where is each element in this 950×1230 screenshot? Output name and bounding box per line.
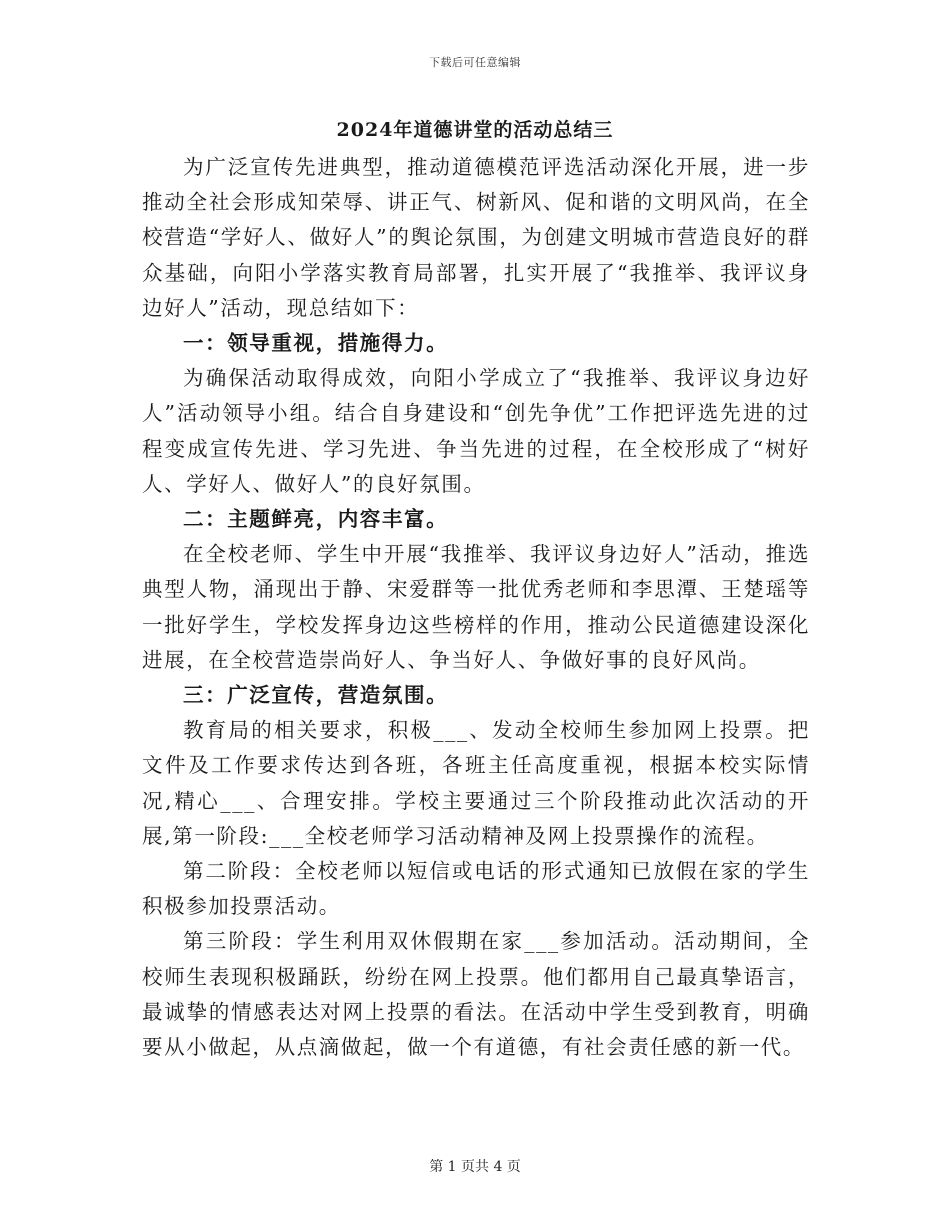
paragraph-section-1: 为确保活动取得成效，向阳小学成立了“我推举、我评议身边好人”活动领导小组。结合自身建设和“创先争优”工作把评选先进的过程变成宣传先进、学习先进、争当先进的过程，在全校形成了“树好人、学好人、做好人”的良好氛围。 [142, 366, 810, 496]
section-heading-1: 一：领导重视，措施得力。 [183, 331, 449, 356]
section-heading-3: 三：广泛宣传，营造氛围。 [183, 683, 449, 708]
header-note: 下载后可任意编辑 [429, 56, 521, 69]
paragraph-section-3: 教育局的相关要求，积极___、发动全校师生参加网上投票。把文件及工作要求传达到各班，各班主任高度重视，根据本校实际情况,精心___、合理安排。学校主要通过三个阶段推动此次活动的开展,第一阶段:___全校老师学习活动精神及网上投票操作的流程。 [142, 718, 810, 848]
page-footer: 第 1 页共 4 页 [429, 1159, 521, 1175]
paragraph-stage-3: 第三阶段：学生利用双休假期在家___参加活动。活动期间，全校师生表现积极踊跃，纷纷在网上投票。他们都用自己最真挚语言，最诚挚的情感表达对网上投票的看法。在活动中学生受到教育，明确要从小做起，从点滴做起，做一个有道德，有社会责任感的新一代。 [142, 929, 810, 1060]
paragraph-stage-2: 第二阶段：全校老师以短信或电话的形式通知已放假在家的学生积极参加投票活动。 [142, 859, 810, 919]
document-body [142, 150, 810, 1065]
section-heading-2: 二：主题鲜亮，内容丰富。 [183, 507, 449, 532]
document-title: 2024年道德讲堂的活动总结三 [336, 119, 614, 141]
paragraph-section-2: 在全校老师、学生中开展“我推举、我评议身边好人”活动，推选典型人物，涌现出于静、宋爱群等一批优秀老师和李思潭、王楚瑶等一批好学生，学校发挥身边这些榜样的作用，推动公民道德建设深化进展，在全校营造崇尚好人、争当好人、争做好事的良好风尚。 [142, 542, 810, 672]
paragraph-intro: 为广泛宣传先进典型，推动道德模范评选活动深化开展，进一步推动全社会形成知荣辱、讲正气、树新风、促和谐的文明风尚，在全校营造“学好人、做好人”的舆论氛围，为创建文明城市营造良好的群众基础，向阳小学落实教育局部署，扎实开展了“我推举、我评议身边好人”活动，现总结如下： [142, 155, 810, 320]
